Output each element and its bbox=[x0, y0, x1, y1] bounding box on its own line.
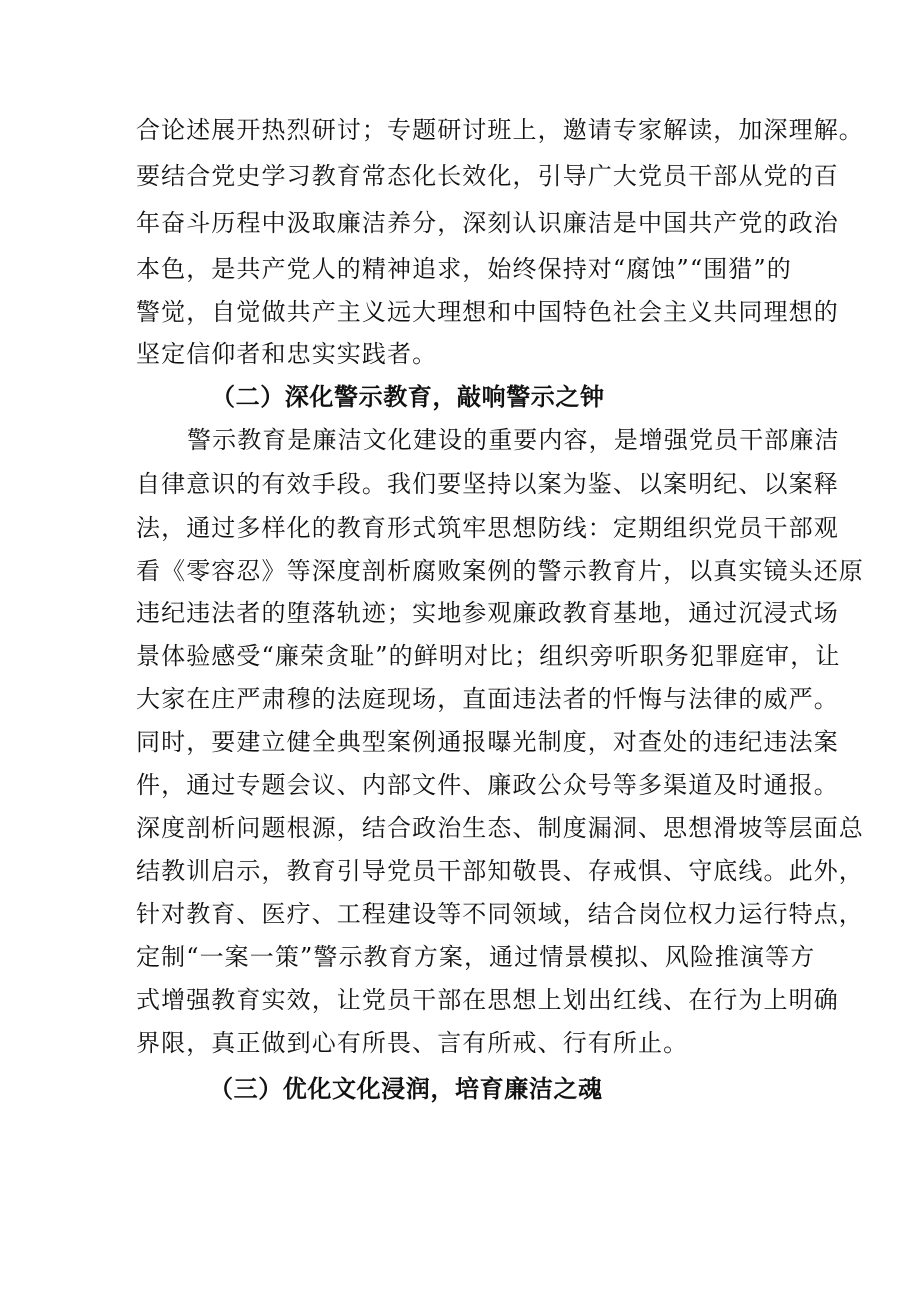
body-text-line: 件，通过专题会议、内部文件、廉政公众号等多渠道及时通报。 bbox=[136, 771, 839, 799]
body-text-line: 要结合党史学习教育常态化长效化，引导广大党员干部从党的百 bbox=[136, 162, 839, 190]
body-text-line: 深度剖析问题根源，结合政治生态、制度漏洞、思想滑坡等层面总 bbox=[136, 814, 864, 842]
body-text-line: 定制“一案一策”警示教育方案，通过情景模拟、风险推演等方 bbox=[136, 943, 816, 971]
body-text-line: 本色，是共产党人的精神追求，始终保持对“腐蚀”“围猎”的 bbox=[136, 255, 792, 283]
section-heading: （二）深化警示教育，敲响警示之钟 bbox=[211, 383, 605, 411]
body-text-line: 年奋斗历程中汲取廉洁养分，深刻认识廉洁是中国共产党的政治 bbox=[136, 209, 839, 237]
body-text-line: 法，通过多样化的教育形式筑牢思想防线：定期组织党员干部观 bbox=[136, 514, 839, 542]
body-text-line: 景体验感受“廉荣贪耻”的鲜明对比；组织旁听职务犯罪庭审，让 bbox=[136, 642, 841, 670]
body-text-line: 坚定信仰者和忠实实践者。 bbox=[136, 340, 438, 368]
body-text-line: 违纪违法者的堕落轨迹；实地参观廉政教育基地，通过沉浸式场 bbox=[136, 599, 839, 627]
body-text-line: 合论述展开热烈研讨；专题研讨班上，邀请专家解读，加深理解。 bbox=[136, 116, 864, 144]
body-text-line: 看《零容忍》等深度剖析腐败案例的警示教育片，以真实镜头还原 bbox=[136, 557, 864, 585]
body-text-line: 警觉，自觉做共产主义远大理想和中国特色社会主义共同理想的 bbox=[136, 298, 839, 326]
body-text-line: 结教训启示，教育引导党员干部知敬畏、存戒惧、守底线。此外， bbox=[136, 857, 864, 885]
body-text-line: 针对教育、医疗、工程建设等不同领域，结合岗位权力运行特点， bbox=[136, 900, 864, 928]
body-text-line: 界限，真正做到心有所畏、言有所戒、行有所止。 bbox=[136, 1029, 689, 1057]
body-text-line: 自律意识的有效手段。我们要坚持以案为鉴、以案明纪、以案释 bbox=[136, 470, 839, 498]
section-heading: （三）优化文化浸润，培育廉洁之魂 bbox=[209, 1075, 603, 1103]
body-text-line: 大家在庄严肃穆的法庭现场，直面违法者的忏悔与法律的威严。 bbox=[136, 685, 839, 713]
body-text-line: 同时，要建立健全典型案例通报曝光制度，对查处的违纪违法案 bbox=[136, 728, 839, 756]
body-text-line: 警示教育是廉洁文化建设的重要内容，是增强党员干部廉洁 bbox=[187, 426, 840, 454]
body-text-line: 式增强教育实效，让党员干部在思想上划出红线、在行为上明确 bbox=[136, 986, 839, 1014]
